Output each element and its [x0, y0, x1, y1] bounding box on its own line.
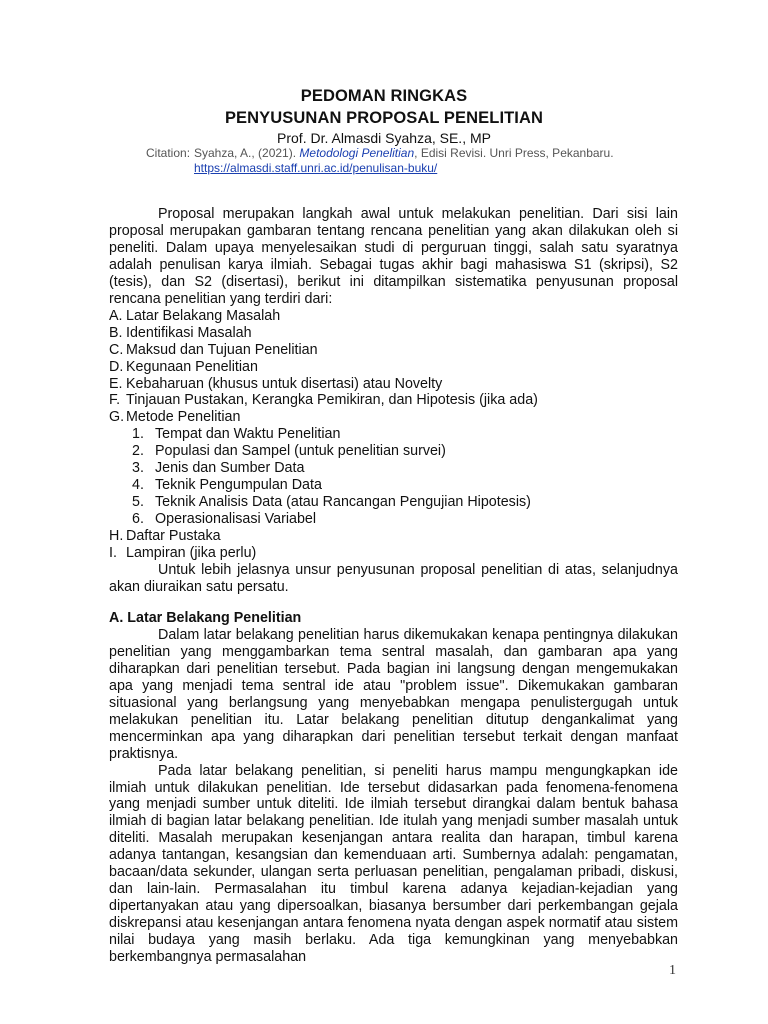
outline-label: Latar Belakang Masalah [126, 307, 281, 324]
method-item [109, 443, 678, 460]
intro-paragraph: Proposal merupakan langkah awal untuk melakukan penelitian. Dari sisi lain proposal merupakan gambaran tentang rencana penelitian yang akan dilakukan oleh si peneliti. Dalam upaya menyelesaikan studi di perguruan tinggi, salah satu syaratnya adalah penulisan karya ilmiah. Sebagai tugas akhir bagi mahasiswa S1 (skripsi), S2 (tesis), dan S2 (disertasi), berikut ini ditampilkan sistematika penyusunan proposal rencana penelitian yang terdiri dari: [109, 206, 678, 307]
citation-book-title: Metodologi Penelitian [299, 146, 415, 160]
outline-label: Lampiran (jika perlu) [126, 545, 257, 562]
outline-list-continued [109, 528, 678, 562]
section-paragraph: Pada latar belakang penelitian, si peneliti harus mampu mengungkapkan ide ilmiah untuk dilakukan penelitian. Ide tersebut didasarkan pada fenomena-fenomena yang menjadi sumber untuk diteliti. Ide ilmiah tersebut dirangkai dalam bentuk bahasa ilmiah di bagian latar belakang penelitian. Ide itulah yang menjadi sumber masalah untuk diteliti. Masalah merupakan kesenjangan antara realita dan harapan, timbul karena adanya tantangan, kesangsian dan kemenduaan arti. Sumbernya adalah: pengamatan, bacaan/data sekunder, ulangan serta perluasan penelitian, pengalaman pribadi, diskusi, dan lain-lain. Permasalahan itu timbul karena adanya kejadian-kejadian yang dipertanyakan atau yang dipersoalkan, biasanya bersumber dari perkembangan gejala diskrepansi atau kesenjangan antara fenomena nyata dengan aspek normatif atau sistem nilai budaya yang masih berlaku. Ada tiga kemungkinan yang menyebabkan berkembangnya permasalahan [109, 762, 678, 966]
method-item [109, 494, 678, 511]
outline-label: Daftar Pustaka [126, 528, 221, 545]
method-marker: 6. [132, 511, 144, 528]
citation-publisher: , Edisi Revisi. Unri Press, Pekanbaru. [414, 146, 614, 160]
method-label: Jenis dan Sumber Data [155, 460, 305, 477]
outline-marker: E. [109, 375, 123, 392]
method-marker: 2. [132, 443, 144, 460]
author-name: Prof. Dr. Almasdi Syahza, SE., MP [277, 130, 491, 146]
citation-line [146, 146, 614, 160]
outline-label: Metode Penelitian [126, 409, 241, 426]
method-marker: 5. [132, 494, 144, 511]
method-label: Populasi dan Sampel (untuk penelitian survei) [155, 443, 446, 460]
outline-label: Maksud dan Tujuan Penelitian [126, 341, 318, 358]
page-number: 1 [669, 963, 676, 978]
method-item [109, 426, 678, 443]
outline-label: Tinjauan Pustakan, Kerangka Pemikiran, dan Hipotesis (jika ada) [126, 392, 538, 409]
section-a [109, 610, 678, 966]
method-label: Teknik Pengumpulan Data [155, 477, 322, 494]
outline-marker: D. [109, 358, 124, 375]
method-label: Tempat dan Waktu Penelitian [155, 426, 341, 443]
outline-marker: C. [109, 341, 124, 358]
document-title: PEDOMAN RINGKAS [300, 87, 468, 105]
citation-link[interactable]: https://almasdi.staff.unri.ac.id/penulisan-buku/ [194, 161, 438, 175]
document-subtitle: PENYUSUNAN PROPOSAL PENELITIAN [224, 109, 544, 127]
outline-label: Identifikasi Masalah [126, 324, 252, 341]
intro-closing-paragraph: Untuk lebih jelasnya unsur penyusunan proposal penelitian di atas, selanjudnya akan diuraikan satu persatu. [109, 562, 678, 595]
outline-marker: A. [109, 307, 123, 324]
section-paragraph: Dalam latar belakang penelitian harus dikemukakan kenapa pentingnya dilakukan penelitian yang menggambarkan tema sentral masalah, dan gambaran apa yang diharapkan dari penelitian tersebut. Pada bagian ini langsung dengan mengemukakan apa yang menjadi tema sentral ide atau "problem issue". Dikemukakan gambaran situasional yang berlangsung yang menyebabkan mengapa penulistergugah untuk melakukan penelitian itu. Latar belakang penelitian ditutup dengankalimat yang mencerminkan apa yang diharapkan dari penelitian tersebut terkait dengan manfaat praktisnya. [109, 626, 678, 762]
citation-label: Citation: [146, 146, 191, 160]
method-item [109, 477, 678, 494]
method-item [109, 511, 678, 528]
outline-marker: B. [109, 324, 123, 341]
outline-marker: G. [109, 409, 125, 426]
outline-item [109, 409, 678, 426]
outline-item [109, 325, 678, 342]
outline-item [109, 392, 678, 409]
method-marker: 4. [132, 477, 144, 494]
outline-item [109, 342, 678, 359]
outline-marker: F. [109, 392, 121, 409]
method-marker: 3. [132, 460, 144, 477]
outline-marker: I. [109, 545, 117, 562]
citation-reference: Syahza, A., (2021). [194, 146, 300, 160]
intro-section [109, 206, 678, 596]
method-item [109, 460, 678, 477]
section-heading: A. Latar Belakang Penelitian [109, 610, 302, 626]
outline-label: Kebaharuan (khusus untuk disertasi) atau Novelty [126, 375, 443, 392]
method-label: Operasionalisasi Variabel [155, 511, 317, 528]
method-sublist [109, 426, 678, 528]
outline-item [109, 545, 678, 562]
outline-item [109, 308, 678, 325]
method-marker: 1. [132, 426, 144, 443]
outline-item [109, 376, 678, 393]
outline-item [109, 528, 678, 545]
outline-list [109, 308, 678, 427]
outline-item [109, 359, 678, 376]
outline-marker: H. [109, 528, 124, 545]
outline-label: Kegunaan Penelitian [126, 358, 258, 375]
method-label: Teknik Analisis Data (atau Rancangan Pengujian Hipotesis) [155, 494, 531, 511]
